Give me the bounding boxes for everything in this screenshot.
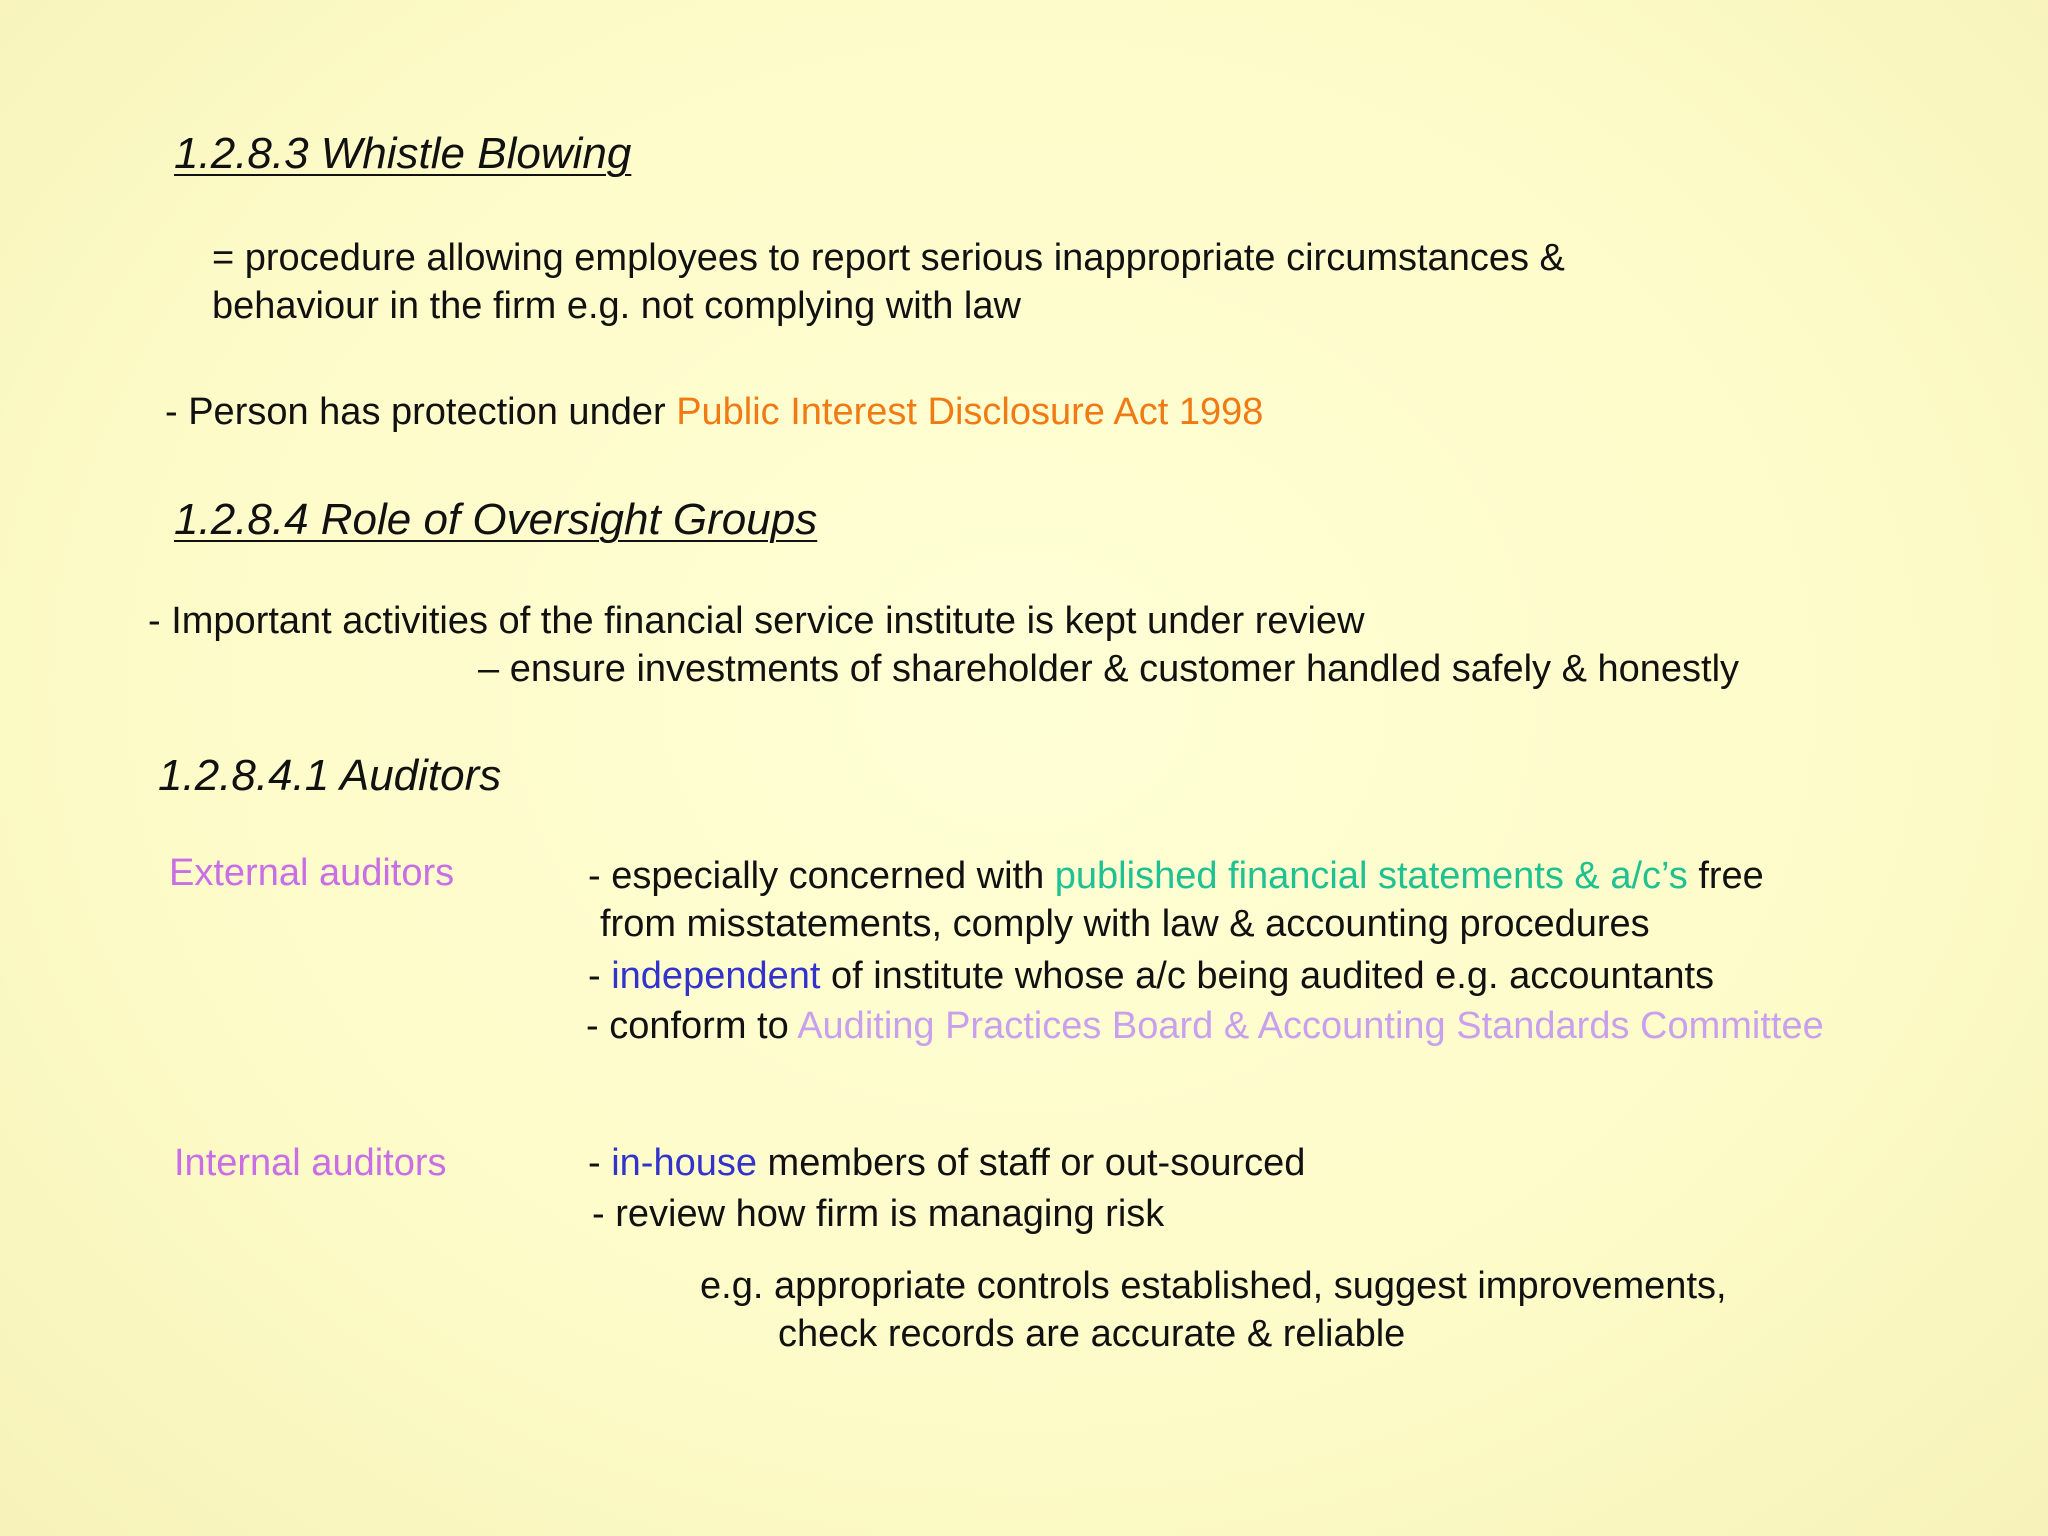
whistle-protection-line [165,388,1263,436]
internal-bullet1 [588,1139,1305,1187]
oversight-line1: - Important activities of the financial service institute is kept under review [148,600,1365,642]
internal-auditors-label: Internal auditors [174,1142,447,1184]
whistle-definition-line2: behaviour in the firm e.g. not complying with law [212,285,1021,327]
external-b1-prefix: - especially concerned with [588,855,1055,897]
whistle-definition-line1: = procedure allowing employees to report serious inappropriate circumstances & [212,237,1565,279]
external-bullet3 [586,1002,1824,1050]
independent-highlight: independent [611,955,821,997]
external-bullet1-line1 [588,852,1764,900]
protection-prefix: - Person has protection under [165,391,677,433]
public-interest-act: Public Interest Disclosure Act 1998 [676,391,1264,433]
external-b2-prefix: - [588,955,612,997]
external-b3-prefix: - conform to [586,1005,798,1047]
external-b1-suffix: free [1687,855,1764,897]
internal-bullet2: - review how firm is managing risk [592,1193,1165,1235]
heading-whistle-blowing: 1.2.8.3 Whistle Blowing [174,129,632,178]
published-statements-highlight: published financial statements & a/c’s [1054,855,1688,897]
external-auditors-label: External auditors [169,852,455,894]
external-b2-suffix: of institute whose a/c being audited e.g. accountants [820,955,1715,997]
external-bullet2 [588,952,1714,1000]
internal-example-line1: e.g. appropriate controls established, suggest improvements, [700,1265,1727,1307]
internal-b1-prefix: - [588,1142,612,1184]
heading-oversight-groups: 1.2.8.4 Role of Oversight Groups [174,495,818,544]
in-house-highlight: in-house [611,1142,757,1184]
external-bullet1-line2: from misstatements, comply with law & accounting procedures [600,903,1650,945]
heading-auditors: 1.2.8.4.1 Auditors [158,751,502,800]
internal-example-line2: check records are accurate & reliable [778,1313,1406,1355]
standards-bodies-highlight: Auditing Practices Board & Accounting Standards Committee [797,1005,1824,1047]
oversight-line2: – ensure investments of shareholder & customer handled safely & honestly [478,648,1740,690]
internal-b1-suffix: members of staff or out-sourced [756,1142,1306,1184]
